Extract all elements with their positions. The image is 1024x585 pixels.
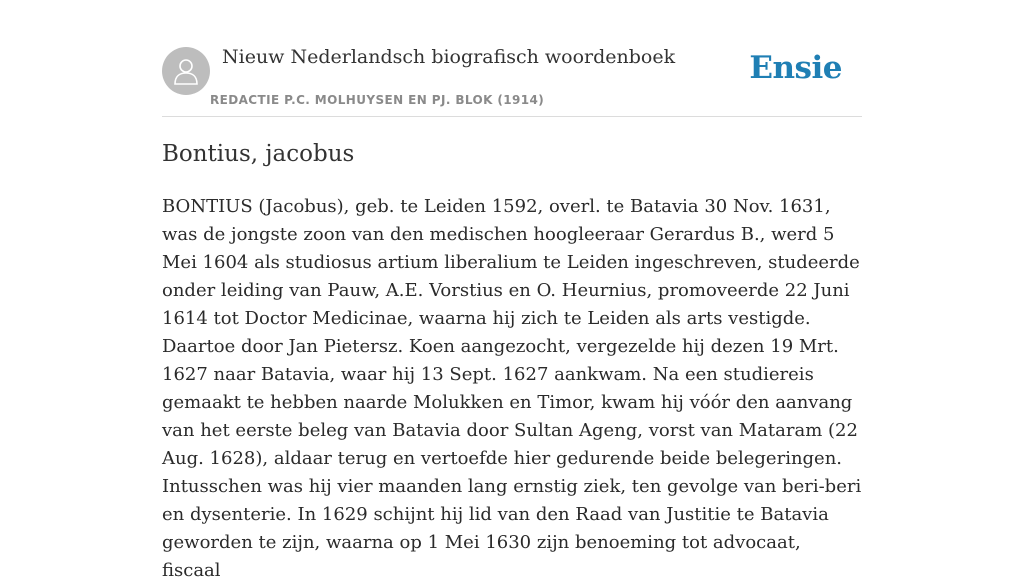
user-icon bbox=[173, 57, 199, 85]
source-header bbox=[162, 0, 862, 117]
entry-body: BONTIUS (Jacobus), geb. te Leiden 1592, overl. te Batavia 30 Nov. 1631, was de jongste zoon van den medischen hoogleeraar Gerardus B., werd 5 Mei 1604 als studiosus artium liberalium te Leiden ingeschreven, studeerde onder leiding van Pauw, A.E. Vorstius en O. Heurnius, promoveerde 22 Juni 1614 tot Doctor Medicinae, waarna hij zich te Leiden als arts vestigde. Daartoe door Jan Pietersz. Koen aangezocht, vergezelde hij dezen 19 Mrt. 1627 naar Batavia, waar hij 13 Sept. 1627 aankwam. Na een studiereis gemaakt te hebben naarde Molukken en Timor, kwam hij vóór den aanvang van het eerste beleg van Batavia door Sultan Ageng, vorst van Mataram (22 Aug. 1628), aldaar terug en vertoefde hier gedurende beide belegeringen. Intusschen was hij vier maanden lang ernstig ziek, ten gevolge van beri-beri en dysenterie. In 1629 schijnt hij lid van den Raad van Justitie te Batavia geworden te zijn, waarna op 1 Mei 1630 zijn benoeming tot advocaat, fiscaal bbox=[162, 196, 862, 581]
entry-title: Bontius, jacobus bbox=[162, 141, 355, 167]
source-title[interactable]: Nieuw Nederlandsch biografisch woordenboek bbox=[222, 46, 676, 68]
source-editors: REDACTIE P.C. MOLHUYSEN EN PJ. BLOK (1914) bbox=[210, 93, 545, 107]
ensie-logo[interactable]: Ensie bbox=[749, 50, 842, 86]
page-content bbox=[162, 0, 862, 581]
avatar[interactable] bbox=[162, 47, 210, 95]
